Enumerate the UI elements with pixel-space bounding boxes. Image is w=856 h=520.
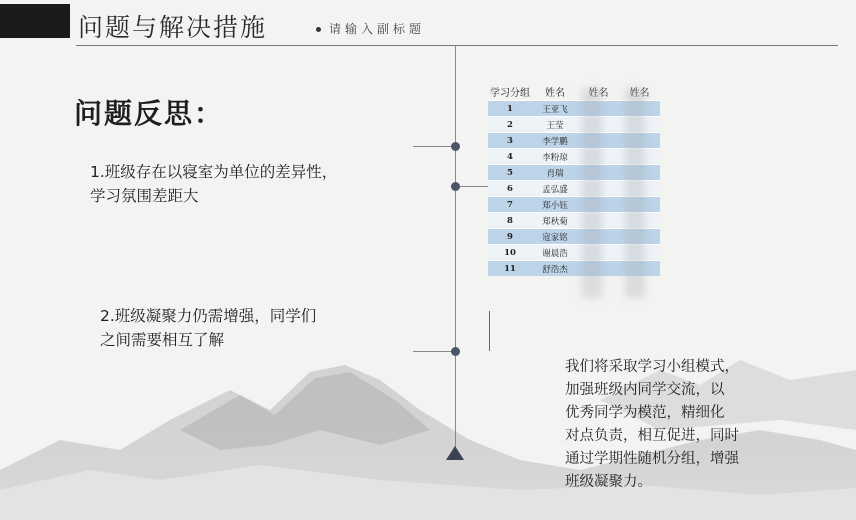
member-name: 肖瑞: [546, 168, 564, 179]
timeline-branch-2: [413, 351, 455, 352]
header-divider: [76, 45, 838, 46]
solution-line-5: 通过学期性随机分组，增强: [565, 451, 739, 467]
group-number: 6: [507, 183, 513, 194]
timeline-node-2: [451, 182, 460, 191]
group-number: 11: [504, 263, 516, 274]
problem-2-line-1: 2.班级凝聚力仍需增强，同学们: [100, 307, 317, 325]
group-number: 7: [507, 199, 513, 210]
group-number: 4: [507, 151, 513, 162]
member-name: 李粉琼: [542, 152, 568, 163]
timeline-node-1: [451, 142, 460, 151]
member-name: 王亚飞: [542, 104, 568, 115]
solution-line-1: 我们将采取学习小组模式，: [565, 359, 739, 375]
timeline-axis: [455, 46, 456, 448]
group-number: 10: [504, 247, 516, 258]
member-name: 李学鹏: [542, 136, 568, 147]
subtitle: [316, 20, 425, 37]
solution-line-6: 班级凝聚力。: [565, 474, 652, 490]
timeline-node-3: [451, 347, 460, 356]
group-number: 3: [507, 135, 513, 146]
member-name: 郑秋菊: [542, 216, 568, 227]
header-accent-block: [0, 4, 70, 38]
blurred-column-1: [582, 88, 602, 298]
problem-1: [90, 160, 410, 208]
member-name: 郑小钰: [542, 200, 568, 211]
group-number: 5: [507, 167, 513, 178]
member-name: 谢晨浩: [542, 248, 568, 259]
section-heading: 问题反思：: [74, 97, 225, 130]
group-number: 1: [507, 103, 513, 114]
subtitle-text: 请输入副标题: [329, 22, 426, 36]
timeline-branch-1: [413, 146, 455, 147]
problem-2-line-2: 之间需要相互了解: [100, 331, 225, 349]
problem-1-line-2: 学习氛围差距大: [90, 187, 199, 205]
group-number: 8: [507, 215, 513, 226]
timeline-arrow-icon: [446, 446, 464, 460]
member-name: 孟弘盛: [542, 184, 568, 195]
header-group: 学习分组: [490, 87, 530, 99]
solution-text: [565, 356, 765, 494]
group-number: 9: [507, 231, 513, 242]
member-name: 王莹: [546, 120, 564, 131]
timeline-branch-table: [455, 186, 489, 187]
bullet-dot-icon: [316, 27, 321, 32]
page-title: 问题与解决措施: [78, 13, 268, 42]
solution-marker: [489, 311, 490, 351]
solution-line-2: 加强班级内同学交流，以: [565, 382, 725, 398]
header-name-1: 姓名: [545, 87, 565, 99]
member-name: 寇家铭: [542, 232, 568, 243]
blurred-column-2: [625, 88, 645, 298]
solution-line-4: 对点负责，相互促进，同时: [565, 428, 739, 444]
problem-2: [100, 304, 400, 352]
header-name-3: 姓名: [629, 87, 650, 99]
header-name-2: 姓名: [588, 87, 609, 99]
problem-1-line-1: 1.班级存在以寝室为单位的差异性，: [90, 163, 338, 181]
solution-line-3: 优秀同学为模范，精细化: [565, 405, 725, 421]
member-name: 舒浩杰: [542, 264, 568, 275]
group-number: 2: [507, 119, 513, 130]
